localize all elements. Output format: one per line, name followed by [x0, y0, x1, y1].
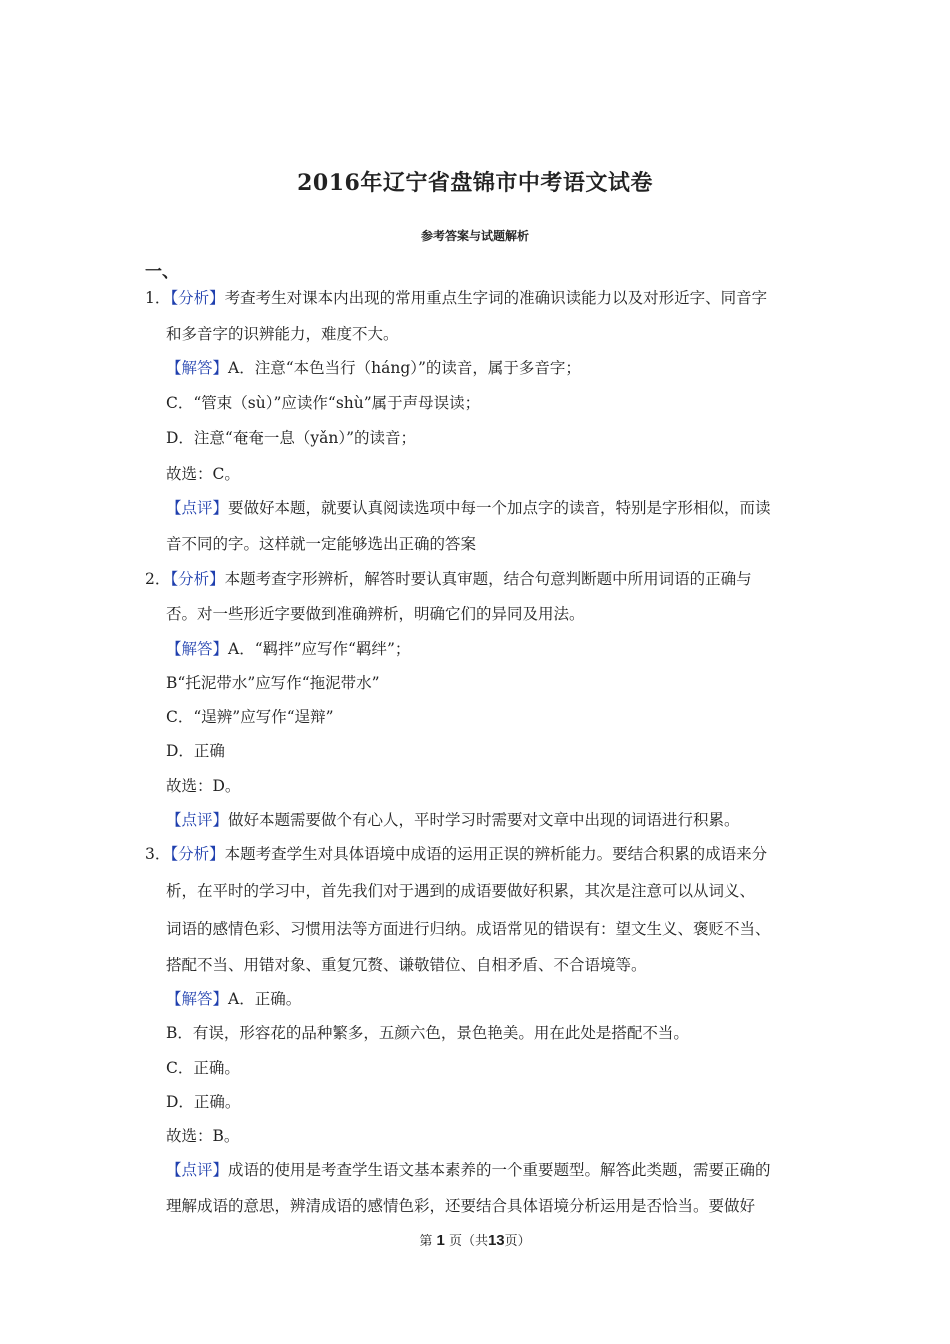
q2-analysis-tag: 【分析】 [170, 570, 225, 588]
q3-comment-text-1: 成语的使用是考查学生语文基本素养的一个重要题型。解答此类题，需要正确的 [228, 1161, 771, 1179]
q1-analysis-text-2: 和多音字的识辨能力，难度不大。 [166, 325, 399, 343]
q3-number: 3． [145, 845, 171, 863]
section-heading: 一、 [145, 262, 179, 282]
q1-answer-a: A．注意“本色当行（háng）”的读音，属于多音字； [228, 359, 581, 377]
footer-suffix: 页） [504, 1234, 531, 1249]
q1-answer-tag: 【解答】 [166, 359, 229, 377]
q2-analysis-text-2: 否。对一些形近字要做到准确辨析，明确它们的异同及用法。 [166, 605, 585, 623]
q3-analysis-tag: 【分析】 [170, 845, 225, 863]
footer-middle: 页（共 [448, 1234, 488, 1249]
q3-choice: 故选：B。 [166, 1127, 240, 1145]
page-subtitle: 参考答案与试题解析 [420, 229, 529, 243]
q1-comment-text-2: 音不同的字。这样就一定能够选出正确的答案 [166, 535, 477, 553]
q3-answer-c: C．正确。 [166, 1059, 240, 1077]
q2-number: 2． [145, 570, 171, 588]
footer-prefix: 第 [419, 1234, 433, 1249]
q2-analysis-line-1 [145, 569, 752, 589]
q2-answer-a-line [166, 639, 410, 659]
page-title: 2016年辽宁省盘锦市中考语文试卷 [297, 170, 653, 196]
footer-total-pages: 13 [487, 1232, 505, 1249]
q1-comment-tag: 【点评】 [166, 499, 229, 517]
page-footer [0, 1230, 950, 1249]
q3-analysis-text-1: 本题考查学生对具体语境中成语的运用正误的辨析能力。要结合积累的成语来分 [224, 845, 768, 863]
q3-comment-line-1 [166, 1160, 771, 1180]
q2-comment-text-1: 做好本题需要做个有心人，平时学习时需要对文章中出现的词语进行积累。 [228, 811, 740, 829]
q3-analysis-line-1 [145, 844, 767, 864]
q1-analysis-line-1 [145, 288, 767, 308]
q3-comment-text-2: 理解成语的意思，辨清成语的感情色彩，还要结合具体语境分析运用是否恰当。要做好 [166, 1197, 756, 1215]
q1-answer-a-line [166, 358, 581, 378]
q2-answer-c: C．“逞辨”应写作“逞辩” [166, 708, 334, 726]
q3-analysis-text-4: 搭配不当、用错对象、重复冗赘、谦敬错位、自相矛盾、不合语境等。 [166, 956, 647, 974]
q1-answer-c: C．“管束（sù）”应读作“shù”属于声母误读； [166, 394, 481, 412]
q1-number: 1． [145, 289, 171, 307]
q2-analysis-text-1: 本题考查字形辨析，解答时要认真审题，结合句意判断题中所用词语的正确与 [224, 570, 752, 588]
q2-choice: 故选：D。 [166, 777, 241, 795]
q2-answer-d: D．正确 [166, 742, 225, 760]
q2-comment-line-1 [166, 810, 740, 830]
q3-comment-tag: 【点评】 [166, 1161, 229, 1179]
q3-answer-b: B．有误，形容花的品种繁多，五颜六色，景色艳美。用在此处是搭配不当。 [166, 1024, 689, 1042]
q2-answer-a: A．“羁拌”应写作“羁绊”； [228, 640, 411, 658]
q3-answer-tag: 【解答】 [166, 990, 229, 1008]
q3-answer-a: A．正确。 [228, 990, 302, 1008]
q3-answer-a-line [166, 989, 301, 1009]
q1-comment-line-1 [166, 498, 771, 518]
q1-analysis-text-1: 考查考生对课本内出现的常用重点生字词的准确识读能力以及对形近字、同音字 [224, 289, 768, 307]
q3-analysis-text-2: 析，在平时的学习中，首先我们对于遇到的成语要做好积累，其次是注意可以从词义、 [166, 882, 756, 900]
q2-answer-b: B“托泥带水”应写作“拖泥带水” [166, 674, 380, 692]
q1-analysis-tag: 【分析】 [170, 289, 225, 307]
q1-choice: 故选：C。 [166, 465, 240, 483]
q2-answer-tag: 【解答】 [166, 640, 229, 658]
q1-answer-d: D．注意“奄奄一息（yǎn）”的读音； [166, 429, 417, 447]
footer-page-number: 1 [436, 1232, 445, 1249]
q3-answer-d: D．正确。 [166, 1093, 241, 1111]
q3-analysis-text-3: 词语的感情色彩、习惯用法等方面进行归纳。成语常见的错误有：望文生义、褒贬不当、 [166, 920, 771, 938]
q2-comment-tag: 【点评】 [166, 811, 229, 829]
q1-comment-text-1: 要做好本题，就要认真阅读选项中每一个加点字的读音，特别是字形相似，而读 [228, 499, 771, 517]
